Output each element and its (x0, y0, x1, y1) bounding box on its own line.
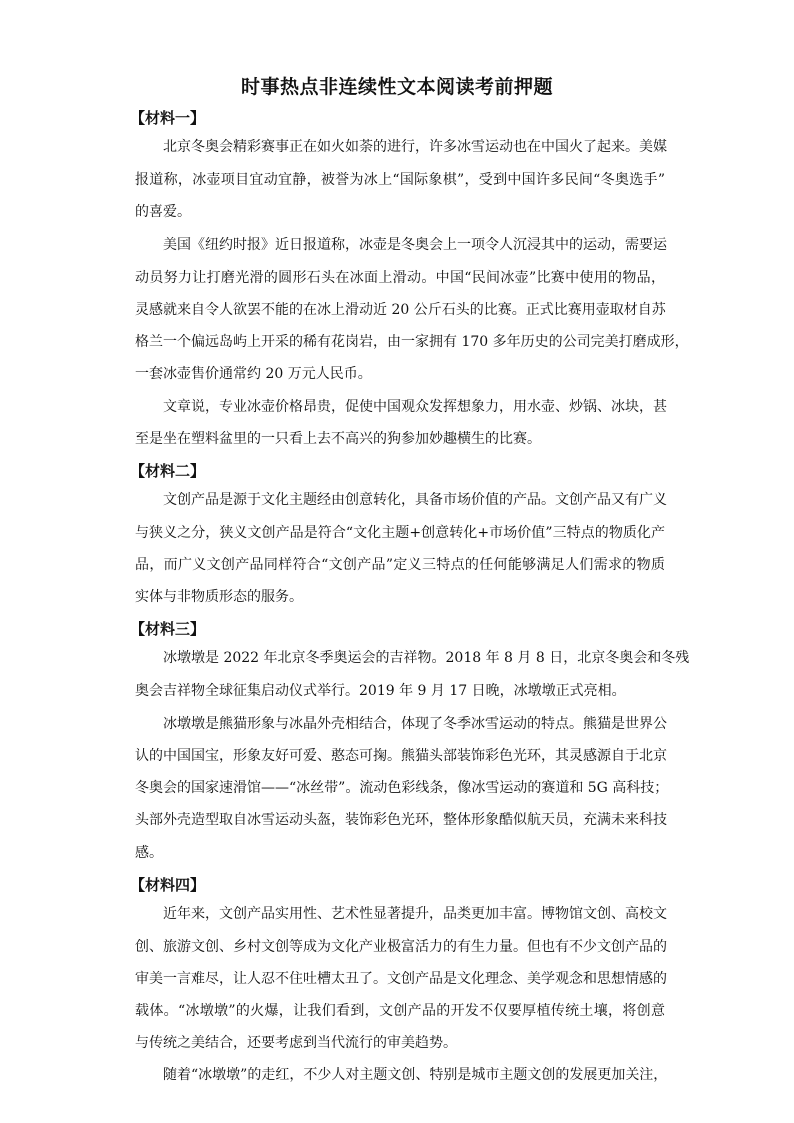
paragraph-line: 格兰一个偏远岛屿上开采的稀有花岗岩，由一家拥有 170 多年历史的公司完美打磨成形， (135, 334, 689, 350)
paragraph-line: 与狭义之分，狭义文创产品是符合“文化主题+创意转化+市场价值”三特点的物质化产 (135, 525, 665, 541)
section-label-1: 【材料一】 (130, 109, 206, 127)
paragraph-line: 冰墩墩是熊猫形象与冰晶外壳相结合，体现了冬季冰雪运动的特点。熊猫是世界公 (163, 716, 667, 732)
paragraph-line: 感。 (135, 845, 163, 861)
paragraph-line: 一套冰壶售价通常约 20 万元人民币。 (135, 366, 372, 382)
paragraph-line: 动员努力让打磨光滑的圆形石头在冰面上滑动。中国“民间冰壶”比赛中使用的物品， (135, 270, 665, 286)
paragraph-line: 美国《纽约时报》近日报道称，冰壶是冬奥会上一项令人沉浸其中的运动，需要运 (163, 237, 667, 253)
paragraph-line: 北京冬奥会精彩赛事正在如火如荼的进行，许多冰雪运动也在中国火了起来。美媒 (163, 139, 667, 155)
paragraph-line: 近年来，文创产品实用性、艺术性显著提升，品类更加丰富。博物馆文创、高校文 (163, 906, 667, 922)
section-label-3: 【材料三】 (130, 620, 206, 638)
paragraph-line: 奥会吉祥物全球征集启动仪式举行。2019 年 9 月 17 日晚，冰墩墩正式亮相。 (135, 683, 626, 699)
paragraph-line: 头部外壳造型取自冰雪运动头盔，装饰彩色光环，整体形象酷似航天员，充满未来科技 (135, 812, 667, 828)
paragraph-line: 认的中国国宝，形象友好可爱、憨态可掬。熊猫头部装饰彩色光环，其灵感源自于北京 (135, 748, 667, 764)
paragraph-line: 冬奥会的国家速滑馆——“冰丝带”。流动色彩线条，像冰雪运动的赛道和 5G 高科技； (135, 780, 669, 796)
paragraph-line: 随着“冰墩墩”的走红，不少人对主题文创、特别是城市主题文创的发展更加关注， (163, 1067, 668, 1083)
paragraph-line: 实体与非物质形态的服务。 (135, 589, 303, 605)
paragraph-line: 冰墩墩是 2022 年北京冬季奥运会的吉祥物。2018 年 8 月 8 日，北京冬奥会和冬残 (163, 650, 690, 666)
paragraph-line: 报道称，冰壶项目宜动宜静，被誉为冰上“国际象棋”，受到中国许多民间“冬奥选手” (135, 172, 665, 188)
paragraph-line: 与传统之美结合，还要考虑到当代流行的审美趋势。 (135, 1035, 457, 1051)
section-label-4: 【材料四】 (130, 876, 206, 894)
paragraph-line: 至是坐在塑料盆里的一只看上去不高兴的狗参加妙趣横生的比赛。 (135, 431, 541, 447)
paragraph-line: 品，而广义文创产品同样符合“文创产品”定义三特点的任何能够满足人们需求的物质 (135, 557, 665, 573)
section-label-2: 【材料二】 (130, 462, 206, 480)
paragraph-line: 文创产品是源于文化主题经由创意转化，具备市场价值的产品。文创产品又有广义 (163, 492, 667, 508)
paragraph-line: 创、旅游文创、乡村文创等成为文化产业极富活力的有生力量。但也有不少文创产品的 (135, 939, 667, 955)
paragraph-line: 的喜爱。 (135, 204, 191, 220)
paragraph-line: 灵感就来自令人欲罢不能的在冰上滑动近 20 公斤石头的比赛。正式比赛用壶取材自苏 (135, 302, 666, 318)
page-title: 时事热点非连续性文本阅读考前押题 (240, 76, 553, 98)
paragraph-line: 载体。“冰墩墩”的火爆，让我们看到，文创产品的开发不仅要厚植传统土壤，将创意 (135, 1003, 665, 1019)
paragraph-line: 审美一言难尽，让人忍不住吐槽太丑了。文创产品是文化理念、美学观念和思想情感的 (135, 971, 667, 987)
paragraph-line: 文章说，专业冰壶价格昂贵，促使中国观众发挥想象力，用水壶、炒锅、冰块，甚 (163, 399, 667, 415)
